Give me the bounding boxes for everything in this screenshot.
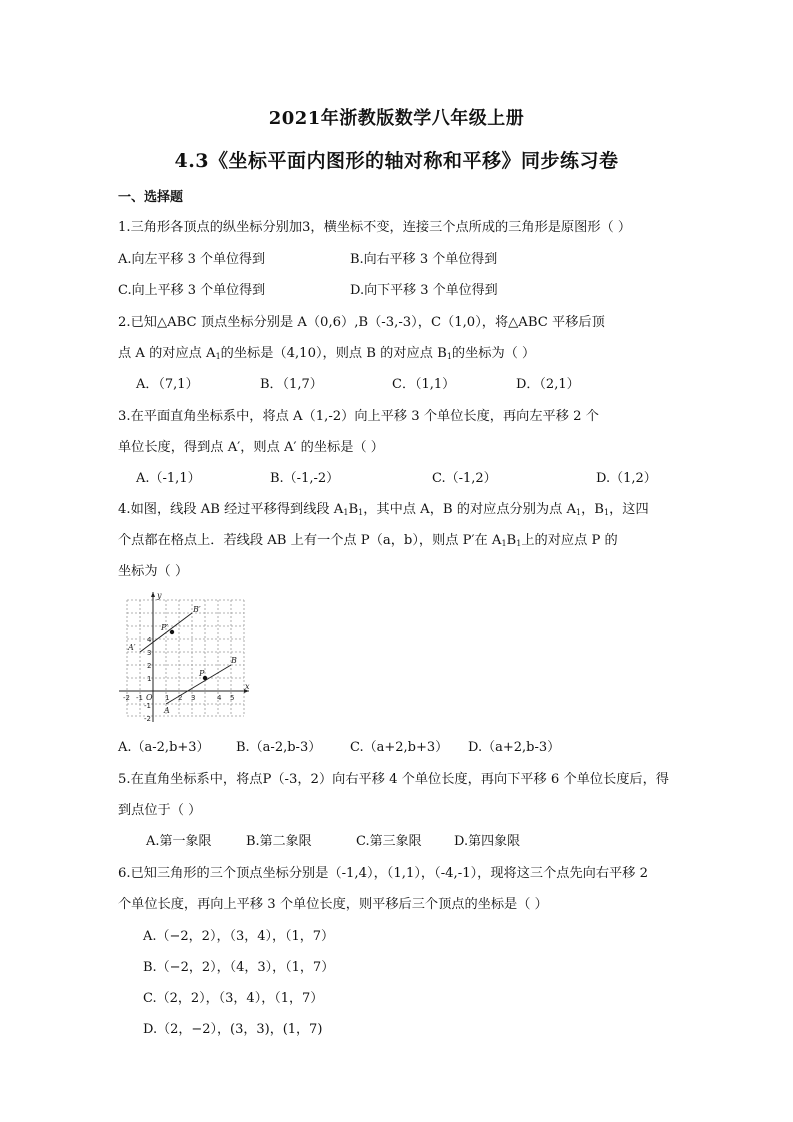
q6-option-b: B.（−2，2），（4，3），（1，7） bbox=[143, 960, 335, 975]
coordinate-grid-figure bbox=[117, 590, 253, 722]
document-subtitle: 4.3《坐标平面内图形的轴对称和平移》同步练习卷 bbox=[174, 150, 619, 172]
subscript: 1 bbox=[343, 508, 349, 517]
q2-option-c: C．（1,1） bbox=[392, 377, 456, 392]
label-a-prime: A′ bbox=[128, 643, 136, 652]
q2-stem-line2 bbox=[118, 342, 535, 361]
q4-text: ，B bbox=[581, 502, 604, 517]
q5-option-c: C.第三象限 bbox=[356, 834, 422, 849]
y-tick: 4 bbox=[147, 636, 152, 644]
q5-option-b: B.第二象限 bbox=[246, 834, 312, 849]
subscript: 1 bbox=[358, 508, 364, 517]
x-axis-label: x bbox=[245, 682, 250, 691]
q3-option-d: D.（1,2） bbox=[596, 471, 657, 486]
q3-option-a: A.（-1,1） bbox=[136, 471, 201, 486]
label-p-prime: P′ bbox=[161, 623, 169, 632]
subscript: 1 bbox=[516, 539, 522, 548]
q6-option-d: D.（2，−2），(3，3)，(1，7) bbox=[143, 1022, 323, 1037]
y-tick: -2 bbox=[144, 715, 151, 722]
x-tick: 4 bbox=[217, 694, 222, 702]
q2-text: 的坐标是（4,10），则点 B 的对应点 B bbox=[220, 346, 447, 361]
y-tick: 2 bbox=[147, 662, 152, 670]
label-b-prime: B′ bbox=[193, 605, 201, 614]
q6-option-a: A.（−2，2），（3，4），（1，7） bbox=[143, 929, 335, 944]
q4-stem-line3: 坐标为（ ） bbox=[118, 564, 189, 579]
q6-stem-line1: 6.已知三角形的三个顶点坐标分别是（-1,4），（1,1），（-4,-1），现将这三个点先向右平移 2 bbox=[118, 866, 649, 881]
y-axis-arrow bbox=[151, 592, 155, 597]
x-tick: 1 bbox=[165, 694, 170, 702]
q2-option-a: A．（7,1） bbox=[136, 377, 199, 392]
origin-label: O bbox=[146, 693, 153, 702]
y-tick: 3 bbox=[147, 649, 152, 657]
subscript: 1 bbox=[576, 508, 582, 517]
q1-option-d: D.向下平移 3 个单位得到 bbox=[350, 283, 498, 298]
subscript: 1 bbox=[603, 508, 610, 517]
q1-option-b: B.向右平移 3 个单位得到 bbox=[350, 252, 498, 267]
q1-option-a: A.向左平移 3 个单位得到 bbox=[118, 252, 266, 267]
point-p-prime-marker bbox=[170, 630, 174, 634]
subscript: 1 bbox=[215, 352, 221, 361]
x-tick: 2 bbox=[178, 694, 183, 702]
q4-option-d: D.（a+2,b-3） bbox=[468, 740, 561, 755]
document-title: 2021年浙教版数学八年级上册 bbox=[268, 108, 525, 129]
q4-option-a: A.（a-2,b+3） bbox=[118, 740, 210, 755]
x-tick: -2 bbox=[123, 694, 130, 702]
axes bbox=[119, 592, 249, 722]
q5-option-a: A.第一象限 bbox=[146, 834, 212, 849]
q4-text: 4.如图，线段 AB 经过平移得到线段 A bbox=[118, 502, 344, 517]
q4-option-c: C.（a+2,b+3） bbox=[350, 740, 449, 755]
q4-option-b: B.（a-2,b-3） bbox=[236, 740, 322, 755]
q2-text: 的坐标为（ ） bbox=[451, 346, 536, 361]
y-tick: -1 bbox=[144, 702, 151, 710]
q5-option-d: D.第四象限 bbox=[454, 834, 521, 849]
x-tick: 3 bbox=[191, 694, 196, 702]
q4-text: ，这四 bbox=[609, 502, 649, 517]
q4-stem-line2 bbox=[118, 529, 618, 548]
q3-option-b: B.（-1,-2） bbox=[270, 471, 340, 486]
subscript: 1 bbox=[501, 539, 507, 548]
segments bbox=[140, 613, 231, 704]
q3-option-c: C.（-1,2） bbox=[432, 471, 497, 486]
q4-text: B bbox=[506, 533, 517, 548]
segment-a1b1 bbox=[140, 613, 192, 652]
label-a: A bbox=[164, 706, 170, 715]
q5-stem-line2: 到点位于（ ） bbox=[118, 803, 202, 818]
q3-stem-line2: 单位长度，得到点 A′，则点 A′ 的坐标是（ ） bbox=[118, 440, 384, 455]
y-axis-label: y bbox=[157, 591, 162, 600]
q4-text: 个点都在格点上．若线段 AB 上有一个点 P（a，b），则点 P′在 A bbox=[118, 533, 502, 548]
label-p: P bbox=[199, 669, 205, 678]
q1-stem: 1.三角形各顶点的纵坐标分别加3，横坐标不变，连接三个点所成的三角形是原图形（ ） bbox=[118, 220, 632, 235]
q2-option-b: B．（1,7） bbox=[260, 377, 323, 392]
q2-stem-line1: 2.已知△ABC 顶点坐标分别是 A（0,6）,B（-3,-3），C（1,0），将△ABC 平移后顶 bbox=[118, 315, 605, 330]
q5-stem-line1: 5.在直角坐标系中，将点P（-3，2）向右平移 4 个单位长度，再向下平移 6 个单位长度后，得 bbox=[118, 772, 669, 787]
q4-stem-line1 bbox=[118, 498, 649, 517]
y-tick: 1 bbox=[147, 675, 152, 683]
x-tick: 5 bbox=[230, 694, 235, 702]
q2-option-d: D．（2,1） bbox=[516, 377, 580, 392]
label-b: B bbox=[231, 656, 237, 665]
q2-text: 点 A 的对应点 A bbox=[118, 346, 216, 361]
subscript: 1 bbox=[446, 352, 452, 361]
q3-stem-line1: 3.在平面直角坐标系中，将点 A（1,-2）向上平移 3 个单位长度，再向左平移 2 个 bbox=[118, 409, 599, 424]
x-tick: -1 bbox=[136, 694, 143, 702]
section-heading: 一、选择题 bbox=[118, 190, 184, 205]
q4-text: B bbox=[348, 502, 359, 517]
q4-text: ，其中点 A，B 的对应点分别为点 A bbox=[363, 502, 576, 517]
q4-text: 上的对应点 P 的 bbox=[521, 533, 618, 548]
q6-stem-line2: 个单位长度，再向上平移 3 个单位长度，则平移后三个顶点的坐标是（ ） bbox=[118, 897, 548, 912]
q6-option-c: C.（2，2），（3，4），（1，7） bbox=[143, 991, 324, 1006]
q1-option-c: C.向上平移 3 个单位得到 bbox=[118, 283, 266, 298]
